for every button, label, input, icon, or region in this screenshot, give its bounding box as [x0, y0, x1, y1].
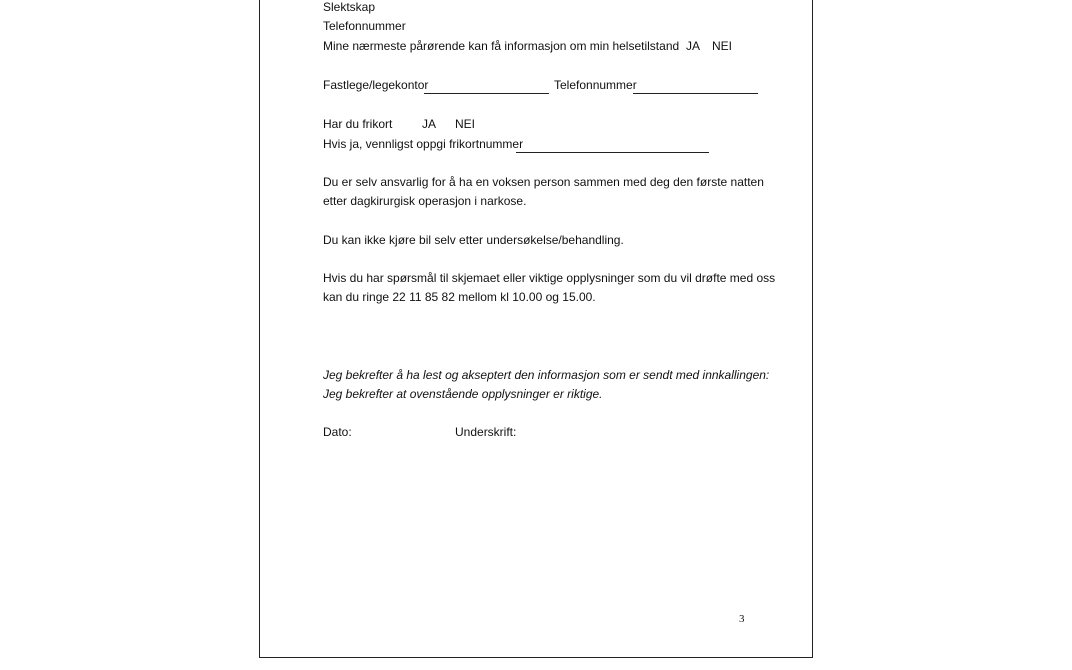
ansvar-line-2: etter dagkirurgisk operasjon i narkose.	[323, 194, 527, 208]
telefonnummer-label: Telefonnummer	[323, 19, 406, 33]
kjore-line: Du kan ikke kjøre bil selv etter undersøkelse/behandling.	[323, 233, 624, 247]
frikortnummer-row	[323, 137, 723, 151]
fastlege-label: Fastlege/legekontor	[323, 78, 429, 92]
helseinfo-row	[323, 39, 803, 53]
frikortnummer-label: Hvis ja, vennligst oppgi frikortnummer	[323, 137, 524, 151]
fastlege-row	[323, 78, 803, 92]
frikort-nei-label: NEI	[455, 117, 476, 131]
signature-row	[323, 425, 623, 439]
slektskap-label: Slektskap	[323, 0, 376, 14]
helseinfo-question: Mine nærmeste pårørende kan få informasjon om min helsetilstand	[323, 39, 680, 53]
bekreft-line-2: Jeg bekrefter at ovenstående opplysninger er riktige.	[323, 387, 603, 401]
helseinfo-nei-label: NEI	[712, 39, 733, 53]
underskrift-label: Underskrift:	[455, 425, 517, 439]
fastlege-input-line[interactable]	[424, 93, 549, 94]
dato-label: Dato:	[323, 425, 352, 439]
frikortnummer-input-line[interactable]	[516, 152, 709, 153]
ansvar-line-1: Du er selv ansvarlig for å ha en voksen person sammen med deg den første natten	[323, 175, 764, 189]
sporsmal-line-2: kan du ringe 22 11 85 82 mellom kl 10.00 og 15.00.	[323, 290, 596, 304]
telefonnummer-label-2: Telefonnummer	[554, 78, 637, 92]
frikort-label: Har du frikort	[323, 117, 393, 131]
sporsmal-line-1: Hvis du har spørsmål til skjemaet eller viktige opplysninger som du vil drøfte med oss	[323, 271, 776, 285]
frikort-ja-label: JA	[422, 117, 437, 131]
page-number: 3	[739, 613, 745, 625]
document-page	[259, 0, 813, 658]
telefon-input-line[interactable]	[633, 93, 758, 94]
frikort-row	[323, 117, 523, 131]
helseinfo-ja-label: JA	[686, 39, 701, 53]
bekreft-line-1: Jeg bekrefter å ha lest og akseptert den informasjon som er sendt med innkallingen:	[323, 368, 770, 382]
